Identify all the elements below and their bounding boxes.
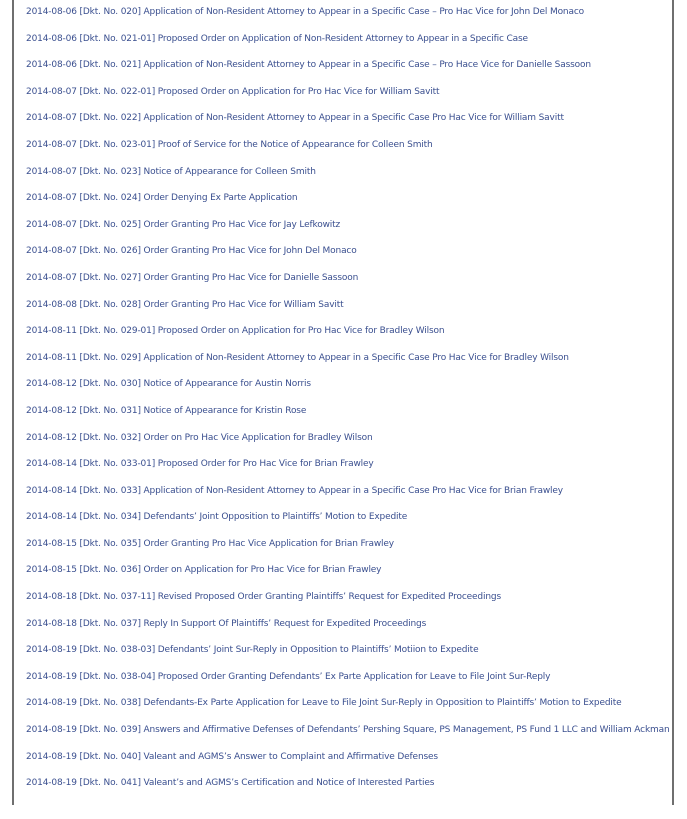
- list-item: [26, 405, 666, 432]
- docket-entry-link[interactable]: 2014-08-07 [Dkt. No. 026] Order Granting Pro Hac Vice for John Del Monaco: [26, 246, 357, 257]
- list-item: [26, 777, 666, 804]
- docket-entry-link[interactable]: 2014-08-18 [Dkt. No. 037-11] Revised Proposed Order Granting Plaintiffs’ Request for Expedited Proceedings: [26, 592, 501, 603]
- list-item: [26, 192, 666, 219]
- docket-entry-link[interactable]: 2014-08-12 [Dkt. No. 032] Order on Pro Hac Vice Application for Bradley Wilson: [26, 432, 373, 443]
- docket-entry-link[interactable]: 2014-08-18 [Dkt. No. 037] Reply In Support Of Plaintiffs’ Request for Expedited Proceedings: [26, 618, 427, 629]
- docket-entry-link[interactable]: 2014-08-15 [Dkt. No. 036] Order on Application for Pro Hac Vice for Brian Frawley: [26, 565, 382, 576]
- list-item: [26, 33, 666, 60]
- list-item: [26, 458, 666, 485]
- docket-entry-link[interactable]: 2014-08-14 [Dkt. No. 033] Application of Non-Resident Attorney to Appear in a Specific Case Pro Hac Vice for Brian Frawley: [26, 485, 563, 496]
- docket-entry-link[interactable]: 2014-08-15 [Dkt. No. 035] Order Granting Pro Hac Vice Application for Brian Frawley: [26, 538, 394, 549]
- list-item: [26, 299, 666, 326]
- docket-entry-link[interactable]: 2014-08-14 [Dkt. No. 033-01] Proposed Order for Pro Hac Vice for Brian Frawley: [26, 459, 374, 470]
- list-item: [26, 166, 666, 193]
- docket-entry-link[interactable]: 2014-08-11 [Dkt. No. 029-01] Proposed Order on Application for Pro Hac Vice for Bradley Wilson: [26, 326, 445, 337]
- docket-entry-link[interactable]: 2014-08-19 [Dkt. No. 038] Defendants-Ex Parte Application for Leave to File Joint Sur-Reply in Opposition to Plaintiffs’ Motion to Expedite: [26, 698, 622, 709]
- list-item: [26, 671, 666, 698]
- docket-entry-link[interactable]: 2014-08-12 [Dkt. No. 031] Notice of Appearance for Kristin Rose: [26, 405, 307, 416]
- list-item: [26, 618, 666, 645]
- docket-entry-link[interactable]: 2014-08-07 [Dkt. No. 024] Order Denying Ex Parte Application: [26, 193, 298, 204]
- list-item: [26, 139, 666, 166]
- docket-list: [26, 6, 670, 804]
- list-item: [26, 245, 666, 272]
- docket-entry-link[interactable]: 2014-08-08 [Dkt. No. 028] Order Granting Pro Hac Vice for William Savitt: [26, 299, 344, 310]
- list-item: [26, 59, 666, 86]
- docket-entry-link[interactable]: 2014-08-19 [Dkt. No. 038-03] Defendants’ Joint Sur-Reply in Opposition to Plaintiffs’ Motiion to Expedite: [26, 645, 479, 656]
- list-item: [26, 644, 666, 671]
- docket-entry-link[interactable]: 2014-08-06 [Dkt. No. 020] Application of Non-Resident Attorney to Appear in a Specific Case – Pro Hac Vice for John Del Monaco: [26, 7, 584, 17]
- list-item: [26, 86, 666, 113]
- docket-entry-link[interactable]: 2014-08-07 [Dkt. No. 022-01] Proposed Order on Application for Pro Hac Vice for William Savitt: [26, 86, 440, 97]
- list-item: [26, 325, 666, 352]
- docket-entry-link[interactable]: 2014-08-07 [Dkt. No. 023-01] Proof of Service for the Notice of Appearance for Colleen Smith: [26, 139, 433, 150]
- list-item: [26, 112, 666, 139]
- docket-entry-link[interactable]: 2014-08-11 [Dkt. No. 029] Application of Non-Resident Attorney to Appear in a Specific Case Pro Hac Vice for Bradley Wilson: [26, 352, 569, 363]
- docket-entry-link[interactable]: 2014-08-19 [Dkt. No. 040] Valeant and AGMS’s Answer to Complaint and Affirmative Defenses: [26, 751, 438, 762]
- list-item: [26, 6, 666, 33]
- list-item: [26, 219, 666, 246]
- list-item: [26, 538, 666, 565]
- list-item: [26, 751, 666, 778]
- docket-entry-link[interactable]: 2014-08-12 [Dkt. No. 030] Notice of Appearance for Austin Norris: [26, 379, 311, 390]
- list-item: [26, 697, 666, 724]
- list-item: [26, 485, 666, 512]
- list-item: [26, 378, 666, 405]
- docket-entry-link[interactable]: 2014-08-07 [Dkt. No. 025] Order Granting Pro Hac Vice for Jay Lefkowitz: [26, 219, 341, 230]
- list-item: [26, 564, 666, 591]
- list-item: [26, 272, 666, 299]
- docket-entry-link[interactable]: 2014-08-19 [Dkt. No. 038-04] Proposed Order Granting Defendants’ Ex Parte Application for Leave to File Joint Sur-Reply: [26, 671, 551, 682]
- docket-entry-link[interactable]: 2014-08-07 [Dkt. No. 027] Order Granting Pro Hac Vice for Danielle Sassoon: [26, 272, 359, 283]
- docket-entry-link[interactable]: 2014-08-19 [Dkt. No. 039] Answers and Affirmative Defenses of Defendants’ Pershing Square, PS Management, PS Fund 1 LLC and William Ackman: [26, 725, 670, 736]
- docket-page: [12, 0, 674, 805]
- list-item: [26, 511, 666, 538]
- docket-entry-link[interactable]: 2014-08-07 [Dkt. No. 022] Application of Non-Resident Attorney to Appear in a Specific Case Pro Hac Vice for William Savitt: [26, 113, 564, 124]
- docket-entry-link[interactable]: 2014-08-14 [Dkt. No. 034] Defendants’ Joint Opposition to Plaintiffs’ Motion to Expedite: [26, 512, 408, 523]
- docket-entry-link[interactable]: 2014-08-19 [Dkt. No. 041] Valeant’s and AGMS’s Certification and Notice of Interested Parties: [26, 778, 435, 789]
- docket-entry-link[interactable]: 2014-08-06 [Dkt. No. 021] Application of Non-Resident Attorney to Appear in a Specific Case – Pro Hace Vice for Danielle Sassoon: [26, 60, 591, 71]
- list-item: [26, 352, 666, 379]
- list-item: [26, 591, 666, 618]
- list-item: [26, 432, 666, 459]
- docket-entry-link[interactable]: 2014-08-06 [Dkt. No. 021-01] Proposed Order on Application of Non-Resident Attorney to Appear in a Specific Case: [26, 33, 528, 44]
- list-item: [26, 724, 670, 751]
- docket-entry-link[interactable]: 2014-08-07 [Dkt. No. 023] Notice of Appearance for Colleen Smith: [26, 166, 316, 177]
